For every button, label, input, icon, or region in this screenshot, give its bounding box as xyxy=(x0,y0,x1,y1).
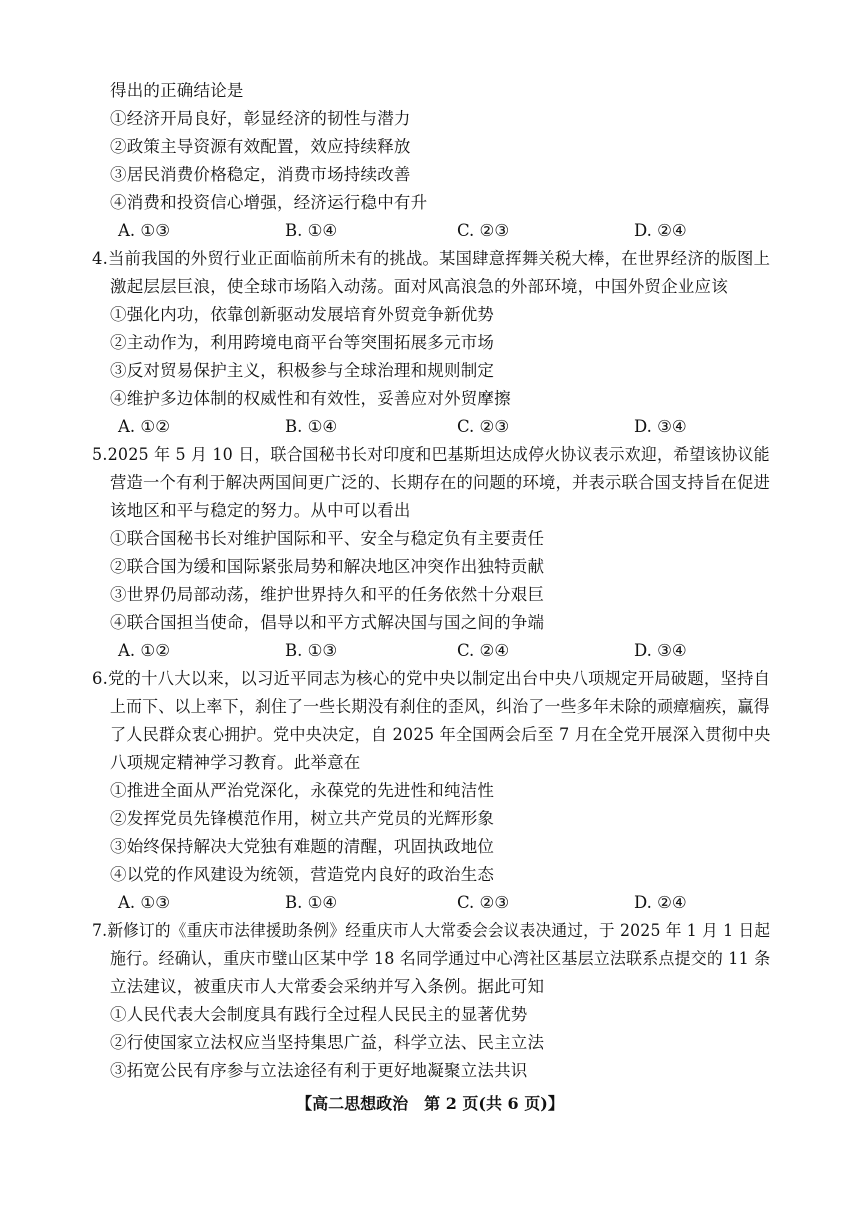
q6-option-a: A. ①③ xyxy=(118,893,170,912)
q4-option-c: C. ②③ xyxy=(457,417,510,436)
q3-item-2: ②政策主导资源有效配置，效应持续释放 xyxy=(110,137,411,156)
q3-option-d: D. ②④ xyxy=(634,221,687,240)
q4-stem-line-1: 4.当前我国的外贸行业正面临前所未有的挑战。某国肆意挥舞关税大棒，在世界经济的版图上 xyxy=(92,249,771,268)
q6-stem-line-4: 八项规定精神学习教育。此举意在 xyxy=(110,753,361,772)
q6-option-d: D. ②④ xyxy=(634,893,687,912)
q6-item-4: ④以党的作风建设为统领，营造党内良好的政治生态 xyxy=(110,865,495,884)
q7-item-2: ②行使国家立法权应当坚持集思广益，科学立法、民主立法 xyxy=(110,1033,545,1052)
q3-stem-tail: 得出的正确结论是 xyxy=(110,81,244,100)
q3-option-c: C. ②③ xyxy=(457,221,510,240)
q7-stem-line-2: 施行。经确认，重庆市璧山区某中学 18 名同学通过中心湾社区基层立法联系点提交的 11 条 xyxy=(110,949,771,968)
q4-option-d: D. ③④ xyxy=(634,417,687,436)
q5-option-b: B. ①③ xyxy=(285,641,338,660)
q6-option-b: B. ①④ xyxy=(285,893,338,912)
q5-item-1: ①联合国秘书长对维护国际和平、安全与稳定负有主要责任 xyxy=(110,529,545,548)
q4-option-b: B. ①④ xyxy=(285,417,338,436)
q4-item-2: ②主动作为，利用跨境电商平台等突围拓展多元市场 xyxy=(110,333,495,352)
q7-item-3: ③拓宽公民有序参与立法途径有利于更好地凝聚立法共识 xyxy=(110,1061,528,1080)
q3-item-1: ①经济开局良好，彰显经济的韧性与潜力 xyxy=(110,109,411,128)
page-footer: 【高二思想政治 第 2 页(共 6 页)】 xyxy=(296,1094,564,1113)
q5-stem-line-1: 5.2025 年 5 月 10 日，联合国秘书长对印度和巴基斯坦达成停火协议表示欢迎，希望该协议能 xyxy=(92,445,770,464)
q5-item-4: ④联合国担当使命，倡导以和平方式解决国与国之间的争端 xyxy=(110,613,545,632)
q6-item-3: ③始终保持解决大党独有难题的清醒，巩固执政地位 xyxy=(110,837,495,856)
q5-item-3: ③世界仍局部动荡，维护世界持久和平的任务依然十分艰巨 xyxy=(110,585,545,604)
q5-option-d: D. ③④ xyxy=(634,641,687,660)
q4-option-a: A. ①② xyxy=(118,417,170,436)
q7-stem-line-1: 7.新修订的《重庆市法律援助条例》经重庆市人大常委会会议表决通过，于 2025 年 1 月 1 日起 xyxy=(92,921,771,940)
q4-item-1: ①强化内功，依靠创新驱动发展培育外贸竞争新优势 xyxy=(110,305,495,324)
q6-stem-line-1: 6.党的十八大以来，以习近平同志为核心的党中央以制定出台中央八项规定开局破题，坚持自 xyxy=(92,669,771,688)
q6-option-c: C. ②③ xyxy=(457,893,510,912)
q7-item-1: ①人民代表大会制度具有践行全过程人民民主的显著优势 xyxy=(110,1005,528,1024)
q6-stem-line-2: 上而下、以上率下，刹住了一些长期没有刹住的歪风，纠治了一些多年未除的顽瘴痼疾，赢得 xyxy=(110,697,770,716)
q6-item-1: ①推进全面从严治党深化，永葆党的先进性和纯洁性 xyxy=(110,781,495,800)
q5-stem-line-2: 营造一个有利于解决两国间更广泛的、长期存在的问题的环境，并表示联合国支持旨在促进 xyxy=(110,473,770,492)
q5-option-c: C. ②④ xyxy=(457,641,510,660)
q4-item-4: ④维护多边体制的权威性和有效性，妥善应对外贸摩擦 xyxy=(110,389,511,408)
q3-option-b: B. ①④ xyxy=(285,221,338,240)
q3-item-3: ③居民消费价格稳定，消费市场持续改善 xyxy=(110,165,411,184)
q3-option-a: A. ①③ xyxy=(118,221,170,240)
q4-stem-line-2: 激起层层巨浪，使全球市场陷入动荡。面对风高浪急的外部环境，中国外贸企业应该 xyxy=(110,277,728,296)
q4-item-3: ③反对贸易保护主义，积极参与全球治理和规则制定 xyxy=(110,361,495,380)
q5-item-2: ②联合国为缓和国际紧张局势和解决地区冲突作出独特贡献 xyxy=(110,557,545,576)
q5-option-a: A. ①② xyxy=(118,641,170,660)
q6-stem-line-3: 了人民群众衷心拥护。党中央决定，自 2025 年全国两会后至 7 月在全党开展深入贯彻中央 xyxy=(110,725,771,744)
q6-item-2: ②发挥党员先锋模范作用，树立共产党员的光辉形象 xyxy=(110,809,495,828)
q7-stem-line-3: 立法建议，被重庆市人大常委会采纳并写入条例。据此可知 xyxy=(110,977,545,996)
q3-item-4: ④消费和投资信心增强，经济运行稳中有升 xyxy=(110,193,428,212)
q5-stem-line-3: 该地区和平与稳定的努力。从中可以看出 xyxy=(110,501,411,520)
